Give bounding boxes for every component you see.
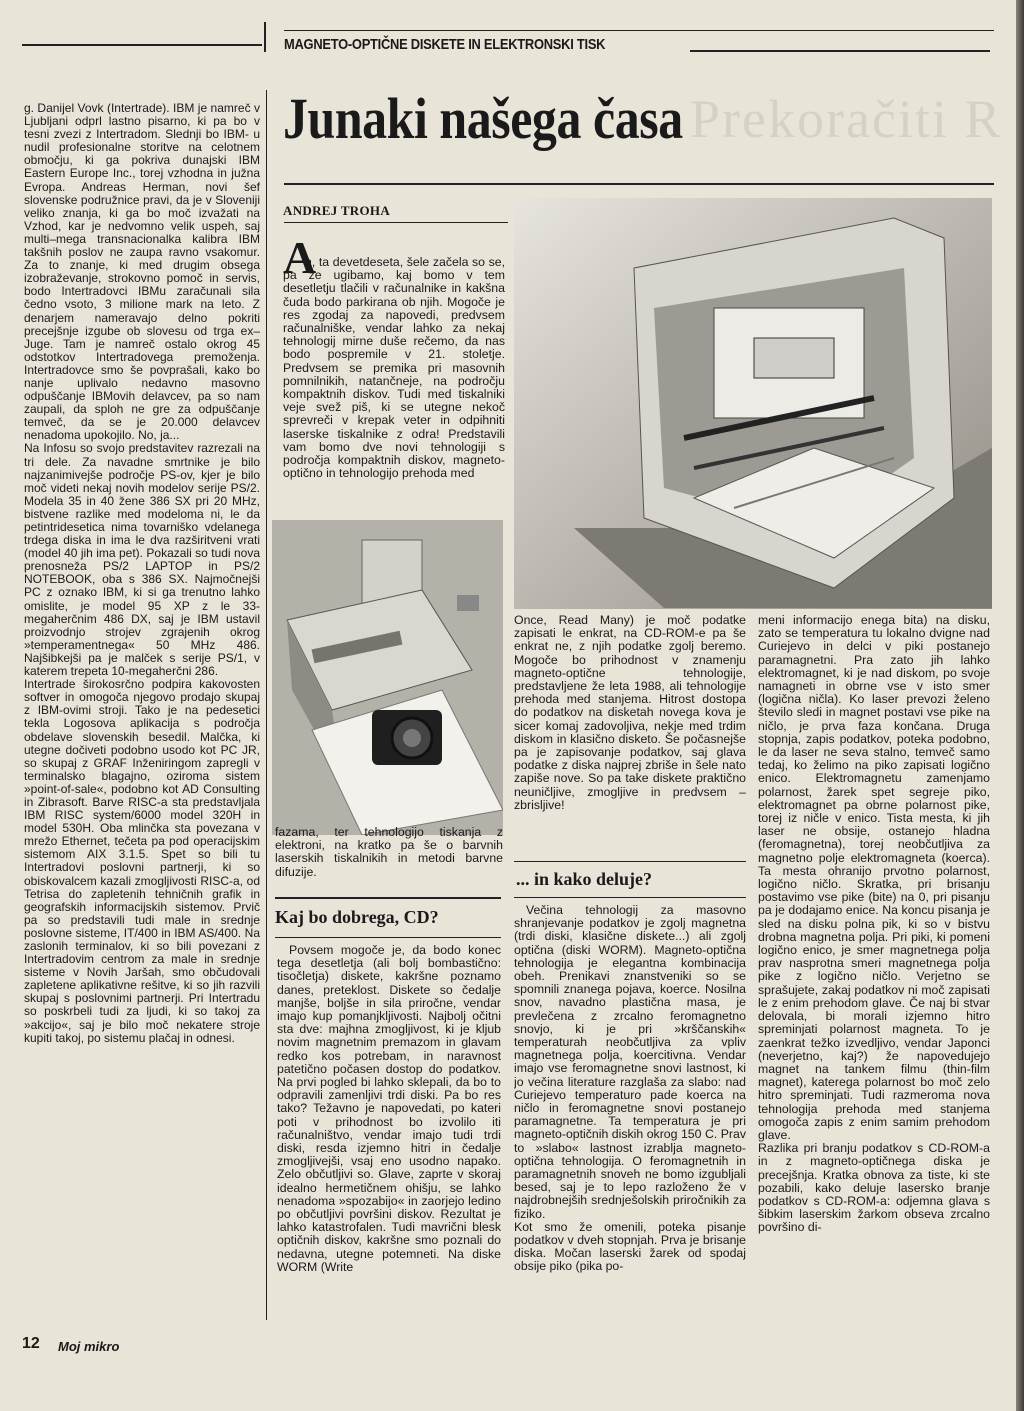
- ghost-title-bleed: Prekoračiti R: [690, 89, 1003, 149]
- caption-continuation: fazama, ter tehnologijo tiskanja z elektroni, na kratko pa še o barvnih laserskih tiskalnikih in metodi barvne difuzije.: [275, 826, 503, 879]
- top-rule-left: [22, 44, 262, 46]
- title-rule: [284, 183, 994, 185]
- subhead-1-rule-bottom: [275, 937, 501, 938]
- middle-column-text: Povsem mogoče je, da bodo konec tega desetletja (ali bolj bombastično: tisočletja) diskete, kakršne poznamo danes, preteklost. Diskete so čedalje manjše, boljše in sila priročne, vendar imajo kup pomanjkljivosti. Najbolj očitni sta dve: majhna zmogljivost, ki je kljub novim magnetnim premazom in glavam redko kos potrebam, in naravnost patetično počasen dostop do podatkov. Na prvi pogled bi lahko sklepali, da bo to odpravili zamenljivi trdi diski. Pa bo res tako? Težavno je napovedati, po kateri poti v prihodnost bo izvolilo iti računalništvo, vendar imajo tudi trdi diski, resda izjemno hitri in čedalje zmogljivejši, vsaj eno usodno napako. Zelo občutljivi so. Glave, zaprte v skoraj idealno hermetičnem ohišju, se lahko nenadoma »spozabijo« in zaorjejo ledino po občutljivi površini diskov. Rezultat je lahko katastrofalen. Tudi mavrični blesk optičnih diskov, kakršne smo poznali do nedavna, utegne potemneti. Na diske WORM (Write: [277, 944, 501, 1274]
- header-rule-right: [690, 50, 990, 52]
- sidebar-text: g. Danijel Vovk (Intertrade). IBM je namreč v Ljubljani odprl lastno pisarno, ki pa bo v tesni zvezi z Intertradom. Slednji bo IBM- u nudil profesionalne storitve na celotnem območju, ki ga pokriva dunajski IBM Eastern Europe Inc., torej vzhodna in južna Evropa. Andreas Herman, novi šef slovenske podružnice pravi, da je v Sloveniji veliko znanja, ki ga bo moč izvažati na Vzhod, kar je nedvomno velik uspeh, saj multi–mega transnacionalka kalibra IBM takšnih poslov ne zaupa ravno vsakomur. Za to znanje, ki med drugim obsega izobraževanje, strokovno pomoč in servis, bodo Intertradovci IBMu zaračunali sila čedno vsoto, 3 milione mark na leto. Z denarjem nameravajo delno pokriti precejšnje izgube ob slovesu od trga ex–Juge. Tam je namreč ostalo okrog 45 odstotkov Intertradovega premoženja. Intertradovce smo še povprašali, kako bo nanje uplivalo nedavno masovno odpuščanje IBMovih delavcev, pa so nam zaupali, da sploh ne gre za odpuščanje temveč, da se je 20.000 delavcev nenadoma upokojilo. No, ja... Na Infosu so svojo predstavitev razrezali na tri dele. Za navadne smrtnike je bilo najzanimivejše področje PS-ov, kjer je bilo moč videti nekaj novih modelov serije PS/2. Modela 35 in 40 žene 386 SX pri 20 MHz, bistvene razlike med modeloma ni, le da petintridesetica nima tovarniško vdelanega trdega diska in ima le dva razširitveni vrati (model 40 jih ima pet). Pokazali so tudi nova prenosneža PS/2 LAPTOP in PS/2 NOTEBOOK, oba s 386 SX. Najmočnejši PC z oznako IBM, ki si ga trenutno lahko omislite, je model 95 XP z le 33-megaherčnim 486 DX, saj je IBM ustavil proizvodnjo strojev zgrajenih okrog »temperamentnega« 50 MHz 486. Najšibkejši pa je malček s serije PS/1, v katerem trepeta 10-megaherčni 286. Intertrade širokosrčno podpira kakovosten softver in omogoča njegovo prodajo skupaj z IBM-ovimi stroji. Tako je na pedesetici tekla Logosova aplikacija s področja obdelave slovenskih besedil. Malčka, ki utegne dočiveti podobno usodo kot PC JR, so skupaj z GRAF Inženiringom zapregli v terminalsko blagajno, oziroma sistem »point-of-sale«, podobno kot AD Consulting in Zibrasoft. Barve RISC-a sta predstavljala IBM RISC system/6000 model 320H in model 530H. Oba mlinčka sta povezana v mrežo Ethernet, tečeta pa pod operacijskim sistemom AIX 3.1.5. Spet so bili tu Intertradovi poslovni partnerji, ki so obiskovalcem kazali zmogljivosti RISC-a, od Tetrisa do zapletenih tehničnih grafik in geografskih informacijskih sistemov. Prvič pa so predstavili tudi male in srednje poslovne sisteme, IT/400 in IBM AS/400. Na zaslonih terminalov, ki so bili povezani z Intertradovim centrom za male in srednje sisteme v Novih Jaršah, smo občudovali zapletene aplikativne rešitve, ki so jih razvili skupaj s poslovnimi partnerji. Pri Intertradu so poskrbeli tudi za ljudi, ki so takoj za »akcijo«, saj je bilo moč nekatere stroje kupiti takoj, po sistemu plačaj in odnesi.: [24, 102, 260, 1045]
- page-number: 12: [22, 1335, 40, 1352]
- subhead-kaj-bo-dobrega: Kaj bo dobrega, CD?: [275, 907, 439, 927]
- laser-printer-illustration: [514, 198, 992, 609]
- intro-text: h, ta devetdeseta, šele začela so se, pa že ugibamo, kaj bomo v tem desetletju tlačili v računalnike in kakšna čuda bodo parkirana ob njih. Mogoče je res zgodaj za napovedi, predvsem računalniške, vendar lahko za nekaj tehnologij mirne duše rečemo, da nas bodo pospremile v 21. stoletje. Predvsem se premika pri masovnih pomnilnikih, natančneje, na področju kompaktnih diskov. Tudi med tiskalniki veje svež piš, ki se utegne nekoč sprevreči v krepak veter in odpihniti laserske tiskalnike z odra! Predstavili vam bomo dve novi tehnologiji s področja kompaktnih diskov, magneto-optično in tehnologijo prehoda med: [283, 256, 505, 481]
- byline: ANDREJ TROHA: [283, 203, 391, 218]
- column-divider-top: [264, 22, 266, 52]
- subhead-in-kako-deluje: ... in kako deluje?: [516, 869, 653, 889]
- fourth-column-text: meni informacijo enega bita) na disku, zato se temperatura tu lokalno dvigne nad Curiejevo in delci v piki postanejo paramagnetni. Pra zato jih lahko elektromagnet, ki je nad diskom, po svoje namagneti in obrne vse v isto smer (logična ničla). Ko laser prevozi želeno število sledi in magnet postavi vse pike na ničlo, je prva faza končana. Druga stopnja, zapis podatkov, poteka podobno, le da laser ne seva stalno, temveč samo tedaj, ko želimo na piko zapisati logično enico. Elektromagnetu zamenjamo polarnost, žarek spet segreje piko, elektromagnet pa obrne polarnost pike, torej iz ničle v enico. Tista mesta, ki jih laser ne obsije, ostanejo hladna (feromagnetna), torej neobčutljiva za magnetno polje elektromagneta (koerca). Ta mesta ohranijo prvotno polarnost, logično ničlo. Skratka, pri brisanju postavimo vse pike (bite) na 0, pri pisanju pa je dodajamo enice. Na koncu pisanja je sled na disku polna pik, ki so v bistvu drobna magnetna polja. Pri piki, ki pomeni logično enico, je smer magnetnega polja prav nasprotna smeri magnetnega polja pike z logično ničlo. Verjetno se sprašujete, zakaj podatkov ni moč zapisati le z enim prehodom glave. Če naj bi stvar delovala, bi morali izjemno hitro spreminjati polarnost magneta. To je zaenkrat težko izvedljivo, vendar Japonci (neverjetno, kaj?) že napovedujejo magnet na tankem filmu (thin-film magnet), katerega polarnost bo moč zelo hitro spreminjati. Tudi razmeroma nova tehnologija prehoda med stanjema omogoča zapis z enim samim prehodom glave. Razlika pri branju podatkov s CD-ROM-a in z magneto-optičnega diska je precejšnja. Kratka obnova za tiste, ki ste pozabili, kako deluje lasersko branje podatkov s CD-ROM-a: odjemna glava s šibkim laserskim žarkom obseva zrcalno površino di-: [758, 614, 990, 1235]
- magazine-name: Moj mikro: [58, 1339, 120, 1354]
- printer-illustration: [272, 520, 503, 835]
- third-column-top: Once, Read Many) je moč podatke zapisati le enkrat, na CD-ROM-e pa še enkrat ne, z njih podatke zgolj beremo. Mogoče bo prihodnost v znamenju magneto-optične tehnologije, predstavljene že leta 1988, ali tehnologije prehoda med stanjema. Hitrost dostopa do podatkov na disketah novega kova je sicer komaj zadovoljiva, nekje med trdim diskom in klasično disketo. Še počasnejše pa je zapisovanje podatkov, saj glava podatke z diska najprej zbriše in šele nato zapiše nove. So pa take diskete praktično neuničljive, zmogljive in predvsem – zbrisljive!: [514, 614, 746, 812]
- laser-printer-photo: [514, 198, 992, 609]
- printer-with-camera-print-photo: [272, 520, 503, 835]
- section-header: MAGNETO-OPTIČNE DISKETE IN ELEKTRONSKI TISK: [284, 36, 606, 53]
- byline-rule: [284, 222, 508, 223]
- third-column-bottom: Večina tehnologij za masovno shranjevanje podatkov je zgolj magnetna (trdi diski, klasične diskete...) ali zgolj optična (diski WORM). Magneto-optična tehnologija je elegantna kombinacija obeh. Prenikavi znanstveniki so se spomnili znanega pojava, koerce. Nosilna snov, navadno plastična masa, je prevlečena z zrcalno feromagnetno snovjo, ki je pri »krščanskih« temperaturah neobčutljiva za vpliv magnetnega polja, koercitivna. Vendar imajo vse feromagnetne snovi lastnost, ki jo večina literature razglaša za slabo: nad Curiejevo temperaturo pade koerca na ničlo in feromagnetne snovi postanejo paramagnetne. Ta temperatura je pri magneto-optičnih diskih okrog 150 C. Prav to »slabo« lastnost izrablja magneto-optična tehnologija. O feromagnetnih in paramagnetnih snoveh ne bomo izgubljali besed, saj je to lepo razloženo že v najdrobnejših srednješolskih priročnikih za fiziko. Kot smo že omenili, poteka pisanje podatkov v dveh stopnjah. Prva je brisanje diska. Močan laserski žarek od spodaj obsije piko (pika po-: [514, 904, 746, 1274]
- subhead-2-rule-bottom: [514, 897, 746, 898]
- article-title: Junaki našega časa: [283, 86, 683, 151]
- page-binding-edge: [1016, 0, 1024, 1411]
- subhead-1-rule-top: [275, 897, 501, 899]
- subhead-2-rule-top: [514, 861, 746, 862]
- drop-cap: A: [283, 232, 317, 283]
- top-rule-right: [284, 30, 994, 31]
- column-divider: [266, 90, 267, 1320]
